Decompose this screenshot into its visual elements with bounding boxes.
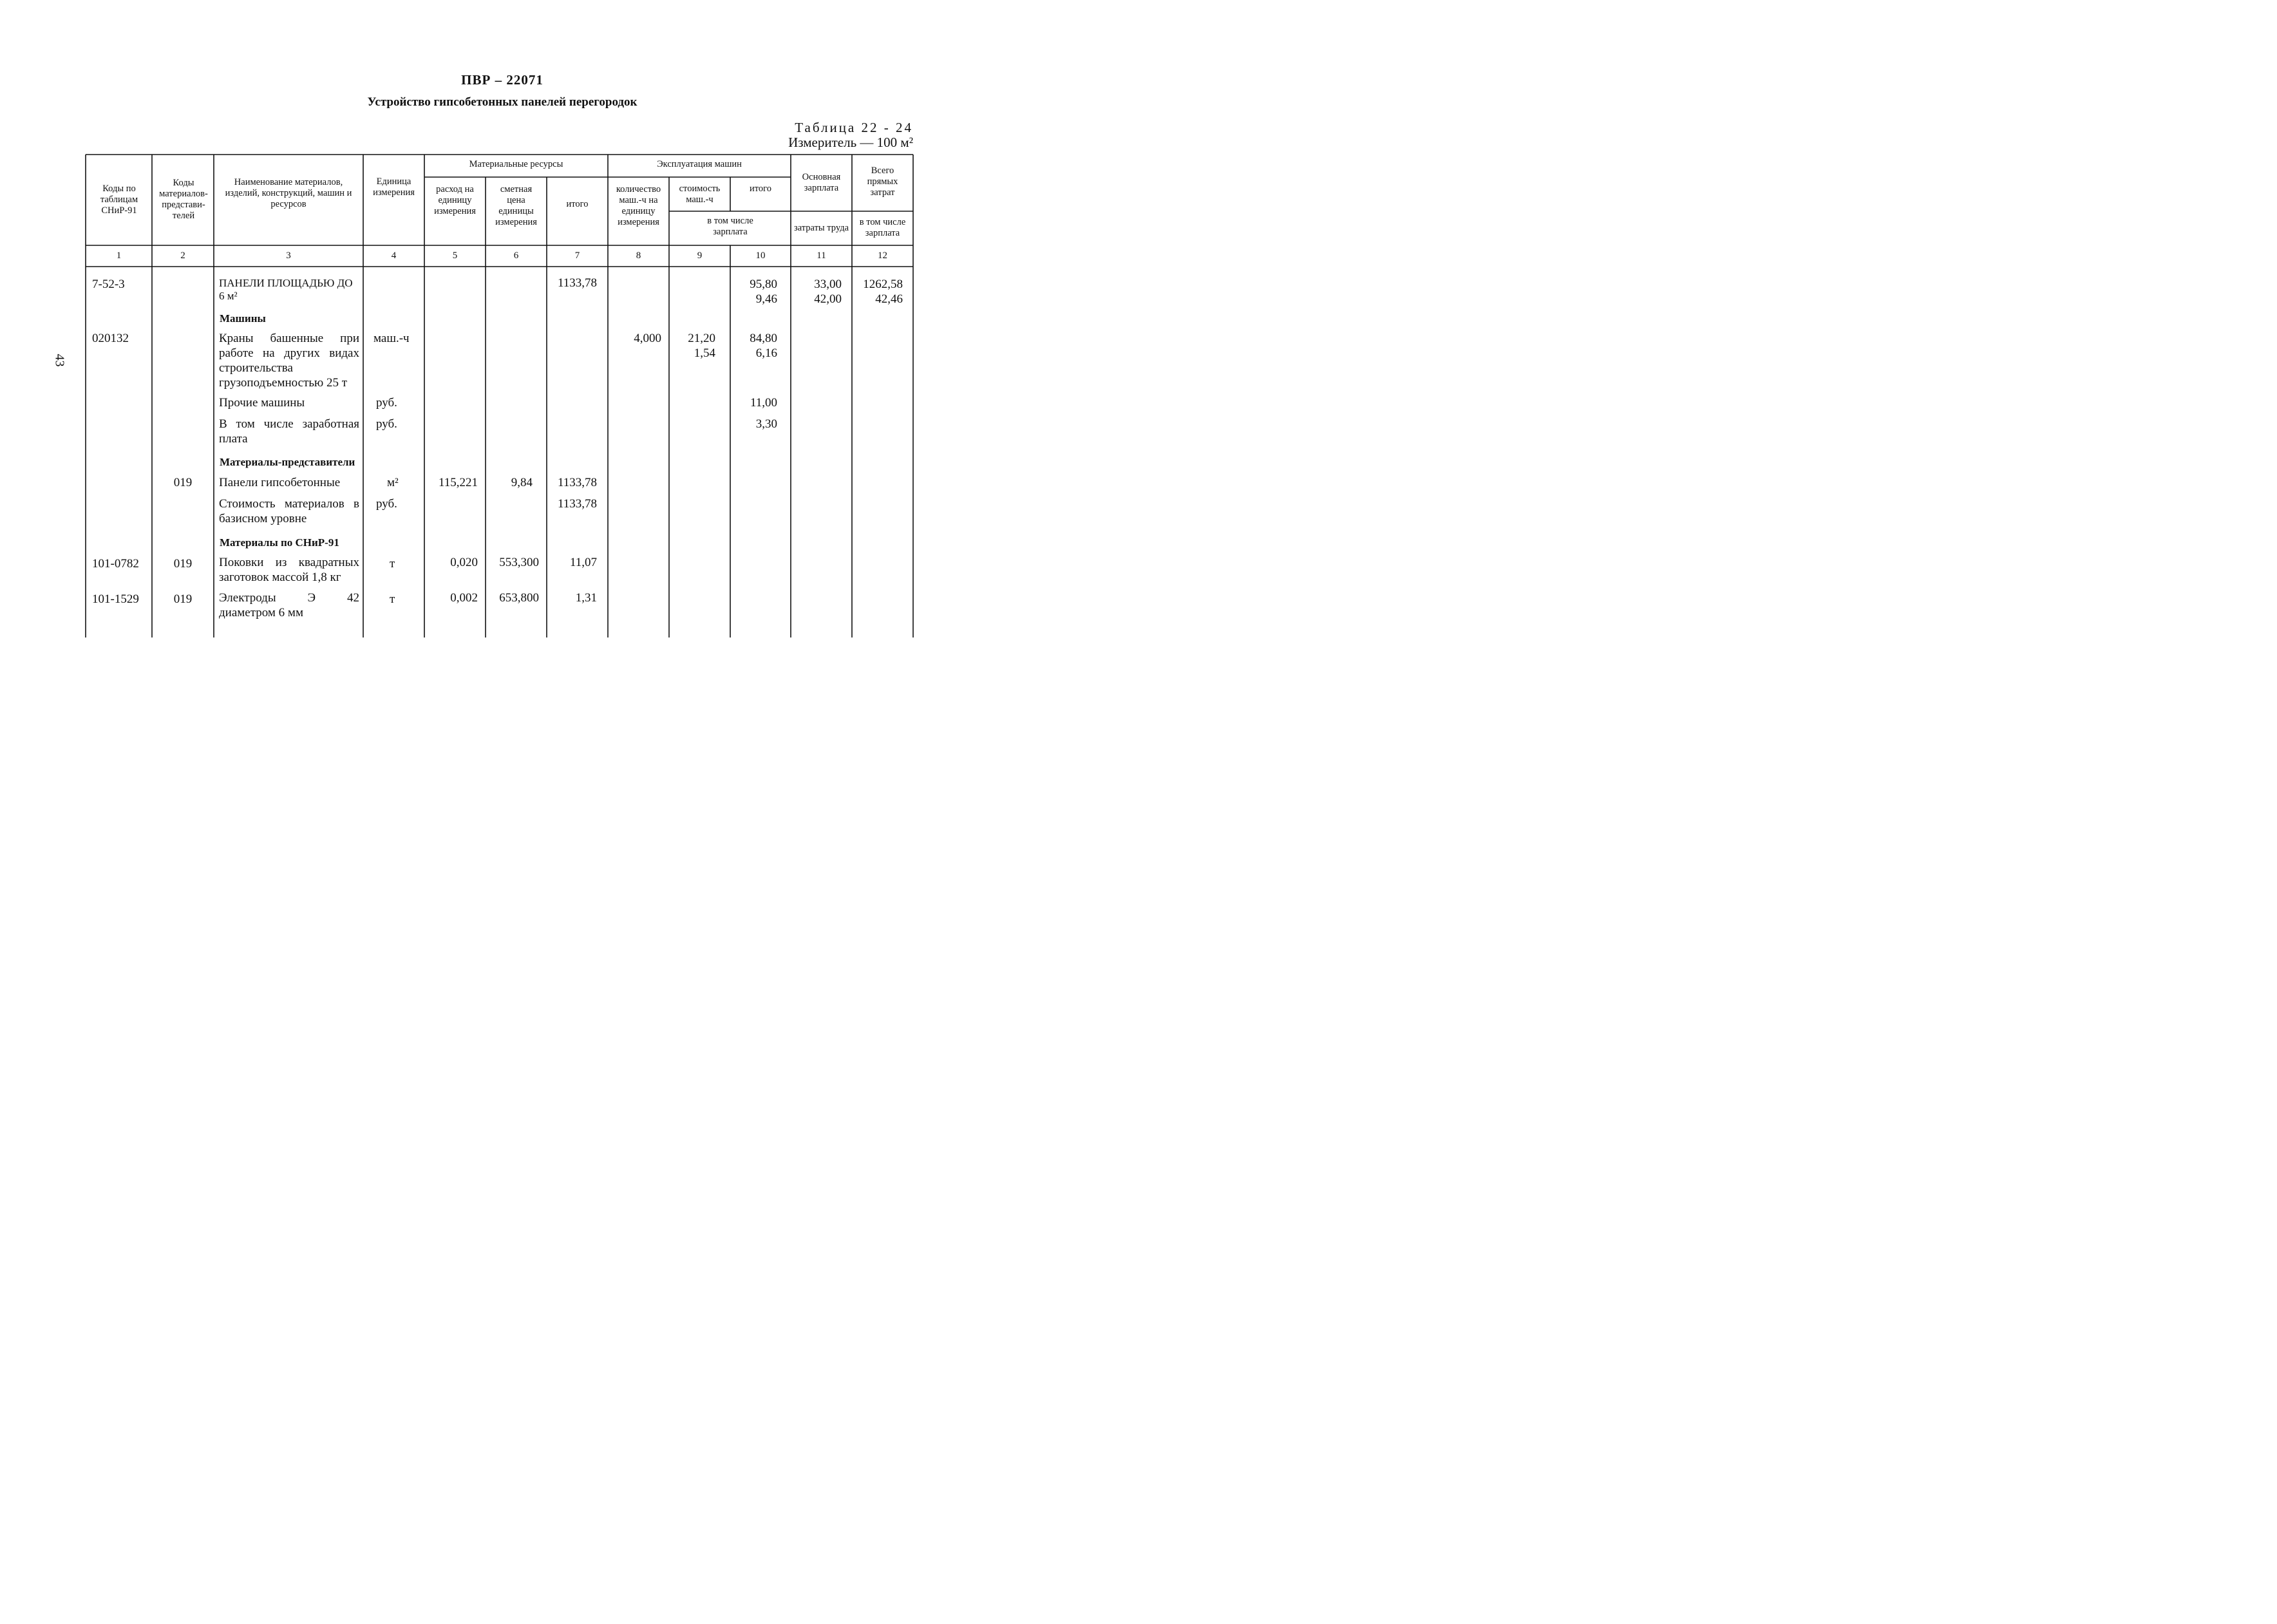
header-col4: Единица измерения (373, 176, 415, 198)
r8-name: Электроды Э 42 диаметром 6 мм (219, 591, 359, 619)
measure-label: Измеритель — 100 м² (788, 135, 913, 150)
page-number: 43 (52, 354, 67, 367)
r7-code: 101-0782 (92, 557, 139, 571)
r6-name: Стоимость материалов в базисном уровне (219, 497, 359, 525)
r7-rate: 0,020 (450, 556, 478, 569)
r6-total: 1133,78 (557, 497, 597, 511)
colnum-8: 8 (636, 250, 641, 261)
r2-name: Краны башенные при работе на других видах строительства грузоподъемностью 25 т (219, 332, 359, 390)
r8-unit: т (390, 592, 395, 606)
header-col8: количество маш.-ч на единицу измерения (616, 184, 661, 227)
r1-labor: 42,00 (814, 292, 842, 306)
document-subtitle: Устройство гипсобетонных панелей перегородок (367, 95, 638, 109)
header-col2: Коды материалов-представи-телей (159, 178, 208, 221)
r3-unit: руб. (376, 396, 397, 410)
r4-unit: руб. (376, 417, 397, 431)
colnum-12: 12 (878, 250, 887, 261)
r2-qty: 4,000 (634, 332, 661, 345)
r8-code: 101-1529 (92, 592, 139, 606)
r8-rep: 019 (173, 592, 193, 606)
table-label: Таблица 22 - 24 (795, 120, 913, 135)
header-col7: итого (566, 198, 589, 209)
r5-name: Панели гипсобетонные (219, 476, 341, 489)
r6-unit: руб. (376, 497, 397, 511)
header-col12-sub: в том числе зарплата (859, 217, 906, 238)
colnum-3: 3 (286, 250, 291, 261)
section-snir-materials: Материалы по СНиР-91 (220, 536, 339, 549)
colnum-4: 4 (391, 250, 397, 261)
r5-rep: 019 (173, 476, 193, 489)
r4-mach-total: 3,30 (755, 417, 777, 431)
r1-direct: 1262,58 (863, 278, 903, 291)
colnum-11: 11 (817, 250, 826, 261)
r7-unit: т (390, 557, 395, 571)
header-col10: итого (750, 183, 771, 194)
colnum-7: 7 (574, 250, 580, 261)
r2-cost: 21,20 (688, 332, 715, 345)
colnum-5: 5 (452, 250, 458, 261)
header-col11-sub: затраты труда (793, 222, 849, 233)
header-group-machines: Эксплуатация машин (657, 158, 742, 169)
r2-code: 020132 (92, 332, 129, 345)
r3-name: Прочие машины (219, 396, 305, 410)
header-col1: Коды по таблицам СНиР-91 (100, 183, 138, 216)
header-col6: сметная цена единицы измерения (495, 184, 537, 227)
r1-mach-total: 95,80 (750, 278, 777, 291)
colnum-9: 9 (697, 250, 703, 261)
section-machines: Машины (220, 312, 266, 325)
r7-name: Поковки из квадратных заготовок массой 1,8 кг (219, 556, 359, 584)
r5-rate: 115,221 (438, 476, 478, 489)
r2-unit: маш.-ч (373, 332, 410, 345)
r4-name: В том числе заработная плата (219, 417, 359, 446)
r1-name: ПАНЕЛИ ПЛОЩАДЬЮ ДО 6 м² (219, 277, 353, 302)
colnum-1: 1 (116, 250, 122, 261)
header-col11: Основная зарплата (802, 172, 841, 193)
colnum-2: 2 (180, 250, 185, 261)
r8-total: 1,31 (575, 591, 597, 605)
r2-cost-salary: 1,54 (694, 346, 715, 360)
r7-rep: 019 (173, 557, 193, 571)
header-col3: Наименование материалов, изделий, конструкций, машин и ресурсов (225, 176, 352, 209)
r5-price: 9,84 (511, 476, 533, 489)
r1-total: 1133,78 (557, 276, 597, 290)
r3-mach-total: 11,00 (750, 396, 777, 410)
r2-mach-salary: 6,16 (755, 346, 777, 360)
r5-total: 1133,78 (557, 476, 597, 489)
header-group-materials: Материальные ресурсы (469, 158, 563, 169)
r1-code: 7-52-3 (92, 278, 125, 291)
r1-salary: 33,00 (814, 278, 842, 291)
r2-mach-total: 84,80 (750, 332, 777, 345)
r8-rate: 0,002 (450, 591, 478, 605)
r7-price: 553,300 (499, 556, 539, 569)
section-representative-materials: Материалы-представители (220, 456, 355, 468)
r1-direct-salary: 42,46 (875, 292, 903, 306)
r8-price: 653,800 (499, 591, 539, 605)
header-col9: стоимость маш.-ч (679, 184, 721, 205)
r7-total: 11,07 (569, 556, 597, 569)
colnum-10: 10 (755, 250, 766, 261)
header-col12: Всего прямых затрат (867, 165, 898, 198)
colnum-6: 6 (513, 250, 519, 261)
r1-mach-salary: 9,46 (755, 292, 777, 306)
document-code: ПВР – 22071 (461, 72, 543, 88)
r5-unit: м² (387, 476, 399, 489)
header-col9-10-sub: в том числе зарплата (707, 216, 753, 237)
header-col5: расход на единицу измерения (434, 184, 476, 216)
